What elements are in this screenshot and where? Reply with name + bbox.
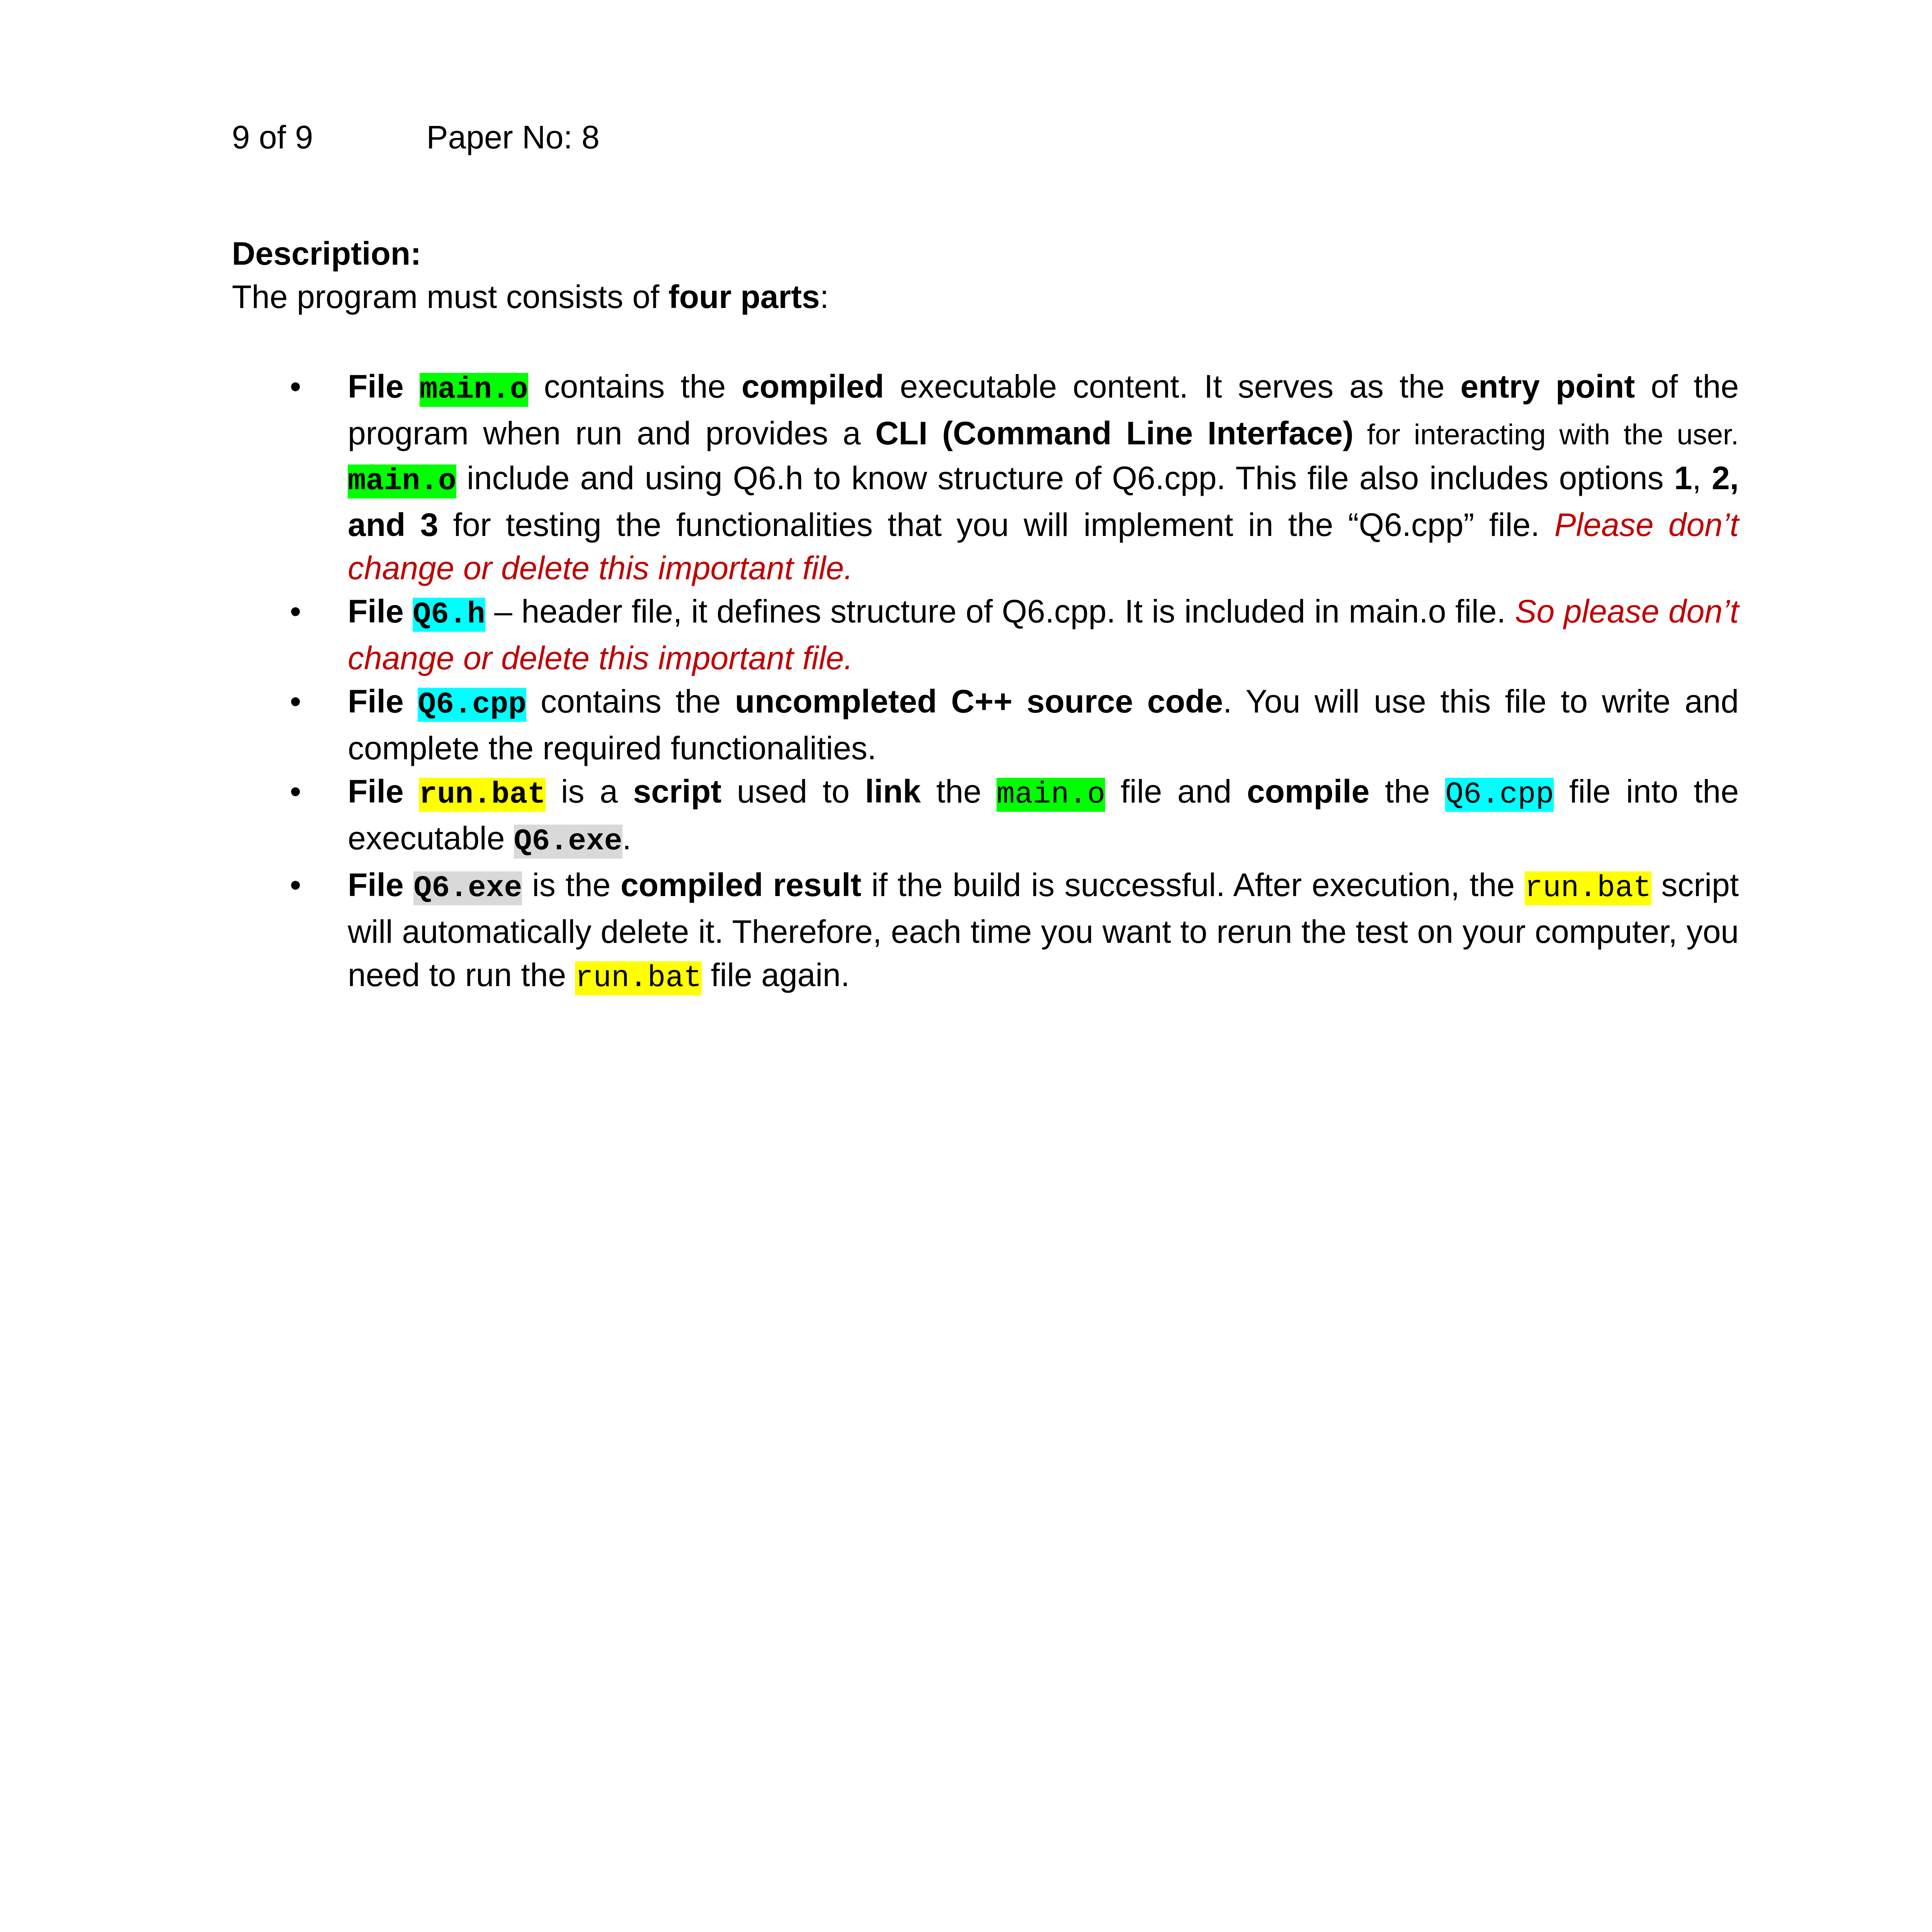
intro-bold: four parts [668, 279, 820, 315]
filename-q6-exe: Q6.exe [514, 825, 622, 859]
text: file and [1105, 773, 1247, 810]
bullet-icon: • [290, 867, 301, 903]
bold-text: link [865, 773, 921, 810]
text: if the build is successful. After execution, the [861, 867, 1525, 903]
bold-text: compiled result [621, 867, 862, 903]
text: used to [721, 773, 865, 810]
bold-text: uncompleted C++ source code [735, 683, 1223, 719]
file-label: File [348, 683, 418, 719]
text: file into the executable [348, 773, 1739, 856]
description-intro [232, 275, 1739, 318]
intro-text: The program must consists of [232, 279, 668, 315]
filename-q6-h: Q6.h [413, 598, 485, 632]
text: script will automatically delete it. Therefore, each time you want to rerun the test on your computer, you need to run the [348, 867, 1739, 993]
warning-text: So please don’t change or delete this important file. [348, 593, 1739, 676]
file-label: File [348, 773, 419, 810]
list-item-q6-cpp [232, 680, 1739, 770]
bold-text: compiled [742, 368, 884, 405]
filename-main-o: main.o [997, 778, 1105, 812]
list-item-q6-exe [232, 863, 1739, 1000]
text: – header file, it defines structure of Q6.cpp. It is included in main.o file. [485, 593, 1515, 629]
file-label: File [348, 368, 404, 405]
filename-run-bat: run.bat [419, 778, 546, 812]
text: of the program when run and provides a [348, 368, 1739, 451]
bold-text: 1 [1674, 460, 1692, 496]
file-label: File [348, 867, 414, 903]
bullet-icon: • [290, 683, 301, 719]
bold-text: compile [1247, 773, 1370, 810]
bold-text: 2, and 3 [348, 460, 1739, 543]
text: . You will use this file to write and complete the required functionalities. [348, 683, 1739, 766]
description-heading: Description: [232, 235, 422, 272]
text: is the [522, 867, 621, 903]
text: . [622, 820, 631, 856]
page-header [232, 116, 600, 158]
text: , [1692, 460, 1712, 496]
filename-q6-cpp: Q6.cpp [1445, 778, 1554, 812]
text: the [921, 773, 997, 810]
document-body [232, 232, 1739, 1000]
text: is a [546, 773, 633, 810]
filename-run-bat: run.bat [575, 961, 702, 995]
paper-number: Paper No: 8 [426, 119, 600, 155]
text: contains the [528, 368, 742, 405]
bullet-icon: • [290, 773, 301, 810]
bold-text: script [633, 773, 722, 810]
text: include and using Q6.h to know structure of Q6.cpp. This file also includes options [456, 460, 1674, 496]
page-counter: 9 of 9 [232, 119, 313, 155]
file-label: File [348, 593, 413, 629]
text: the [1369, 773, 1446, 810]
text: contains the [526, 683, 735, 719]
filename-run-bat: run.bat [1524, 871, 1651, 905]
parts-list [232, 365, 1739, 1000]
bullet-icon: • [290, 593, 301, 629]
text: executable content. It serves as the [884, 368, 1461, 405]
bullet-icon: • [290, 368, 301, 405]
text: file again. [702, 957, 850, 993]
text: for interacting with the user. [1353, 418, 1739, 451]
text: for testing the functionalities that you will implement in the “Q6.cpp” file. [438, 507, 1554, 543]
filename-main-o: main.o [348, 464, 456, 498]
list-item-q6-h [232, 590, 1739, 680]
filename-q6-exe: Q6.exe [413, 871, 522, 905]
list-item-run-bat [232, 770, 1739, 863]
intro-suffix: : [820, 279, 829, 315]
filename-main-o: main.o [419, 373, 528, 407]
list-item-main-o [232, 365, 1739, 590]
bold-text: CLI (Command Line Interface) [875, 415, 1354, 451]
bold-text: entry point [1460, 368, 1635, 405]
filename-q6-cpp: Q6.cpp [418, 688, 527, 722]
warning-text: Please don’t change or delete this important file. [348, 507, 1739, 586]
